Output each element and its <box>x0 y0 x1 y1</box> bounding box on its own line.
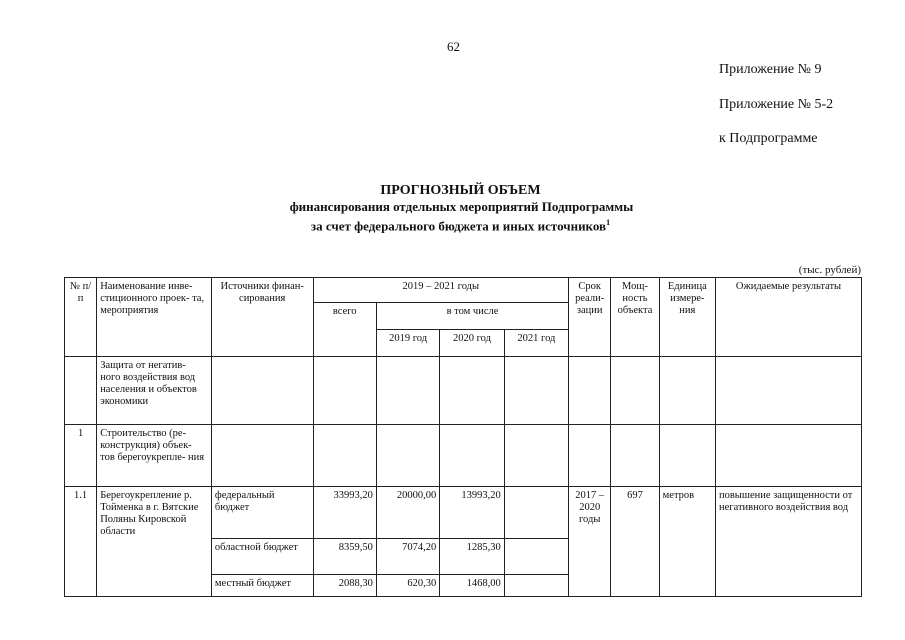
header-sources: Источники финан- сирования <box>211 278 313 357</box>
cell-2020: 1468,00 <box>440 575 504 597</box>
table-row <box>65 425 862 487</box>
header-num: № п/п <box>65 278 97 357</box>
cell-results: повышение защищенности от негативного воздействия вод <box>715 487 861 597</box>
cell-unit: метров <box>659 487 715 597</box>
cell-total: 2088,30 <box>313 575 376 597</box>
header-capacity: Мощ- ность объекта <box>611 278 659 357</box>
cell-2019 <box>376 425 439 487</box>
cell-2020 <box>440 357 504 425</box>
header-row-1 <box>65 278 862 303</box>
cell-total: 8359,50 <box>313 539 376 575</box>
funding-table <box>64 277 862 597</box>
cell-2021 <box>504 425 568 487</box>
table-row <box>65 487 862 539</box>
cell-total <box>313 357 376 425</box>
cell-num <box>65 357 97 425</box>
appendix-line-1: Приложение № 9 <box>719 62 822 77</box>
cell-term <box>569 425 611 487</box>
title-main: ПРОГНОЗНЫЙ ОБЪЕМ <box>380 183 541 198</box>
cell-2021 <box>504 357 568 425</box>
cell-term <box>569 357 611 425</box>
cell-source <box>211 425 313 487</box>
units-label: (тыс. рублей) <box>798 264 861 276</box>
cell-2019: 20000,00 <box>376 487 439 539</box>
cell-2021 <box>504 575 568 597</box>
cell-name: Строительство (ре- конструкция) объек- тов берегоукрепле- ния <box>97 425 212 487</box>
header-results: Ожидаемые результаты <box>715 278 861 357</box>
document-title <box>0 183 905 234</box>
cell-source: местный бюджет <box>211 575 313 597</box>
header-name: Наименование инве- стиционного проек- та, мероприятия <box>97 278 212 357</box>
header-2020: 2020 год <box>440 330 504 357</box>
cell-num: 1.1 <box>65 487 97 597</box>
cell-2020 <box>440 425 504 487</box>
cell-capacity <box>611 357 659 425</box>
cell-2020: 13993,20 <box>440 487 504 539</box>
appendix-line-3: к Подпрограмме <box>719 131 818 146</box>
header-term: Срок реали- зации <box>569 278 611 357</box>
cell-total: 33993,20 <box>313 487 376 539</box>
cell-source <box>211 357 313 425</box>
footnote-mark: 1 <box>606 218 611 227</box>
cell-name: Защита от негатив- ного воздействия вод населения и объектов экономики <box>97 357 212 425</box>
cell-2019: 7074,20 <box>376 539 439 575</box>
cell-unit <box>659 425 715 487</box>
title-subtitle-1: финансирования отдельных мероприятий Подпрограммы <box>289 199 634 214</box>
cell-2019 <box>376 357 439 425</box>
cell-capacity: 697 <box>611 487 659 597</box>
cell-2021 <box>504 487 568 539</box>
appendix-line-2: Приложение № 5-2 <box>719 97 834 112</box>
table-row <box>65 357 862 425</box>
cell-unit <box>659 357 715 425</box>
header-total: всего <box>313 303 376 357</box>
cell-num: 1 <box>65 425 97 487</box>
cell-capacity <box>611 425 659 487</box>
header-period: 2019 – 2021 годы <box>313 278 569 303</box>
cell-source: областной бюджет <box>211 539 313 575</box>
title-subtitle-2-text: за счет федерального бюджета и иных источников <box>310 218 607 234</box>
header-2019: 2019 год <box>376 330 439 357</box>
cell-2020: 1285,30 <box>440 539 504 575</box>
cell-source: федеральный бюджет <box>211 487 313 539</box>
cell-results <box>715 357 861 425</box>
cell-term: 2017 – 2020 годы <box>569 487 611 597</box>
cell-total <box>313 425 376 487</box>
cell-2019: 620,30 <box>376 575 439 597</box>
page-number: 62 <box>447 39 460 54</box>
cell-name: Берегоукрепление р. Тойменка в г. Вятские Поляны Кировской области <box>97 487 212 597</box>
header-2021: 2021 год <box>504 330 568 357</box>
title-subtitle-2 <box>16 215 905 234</box>
cell-results <box>715 425 861 487</box>
header-unit: Единица измере- ния <box>659 278 715 357</box>
header-including: в том числе <box>376 303 568 330</box>
cell-2021 <box>504 539 568 575</box>
